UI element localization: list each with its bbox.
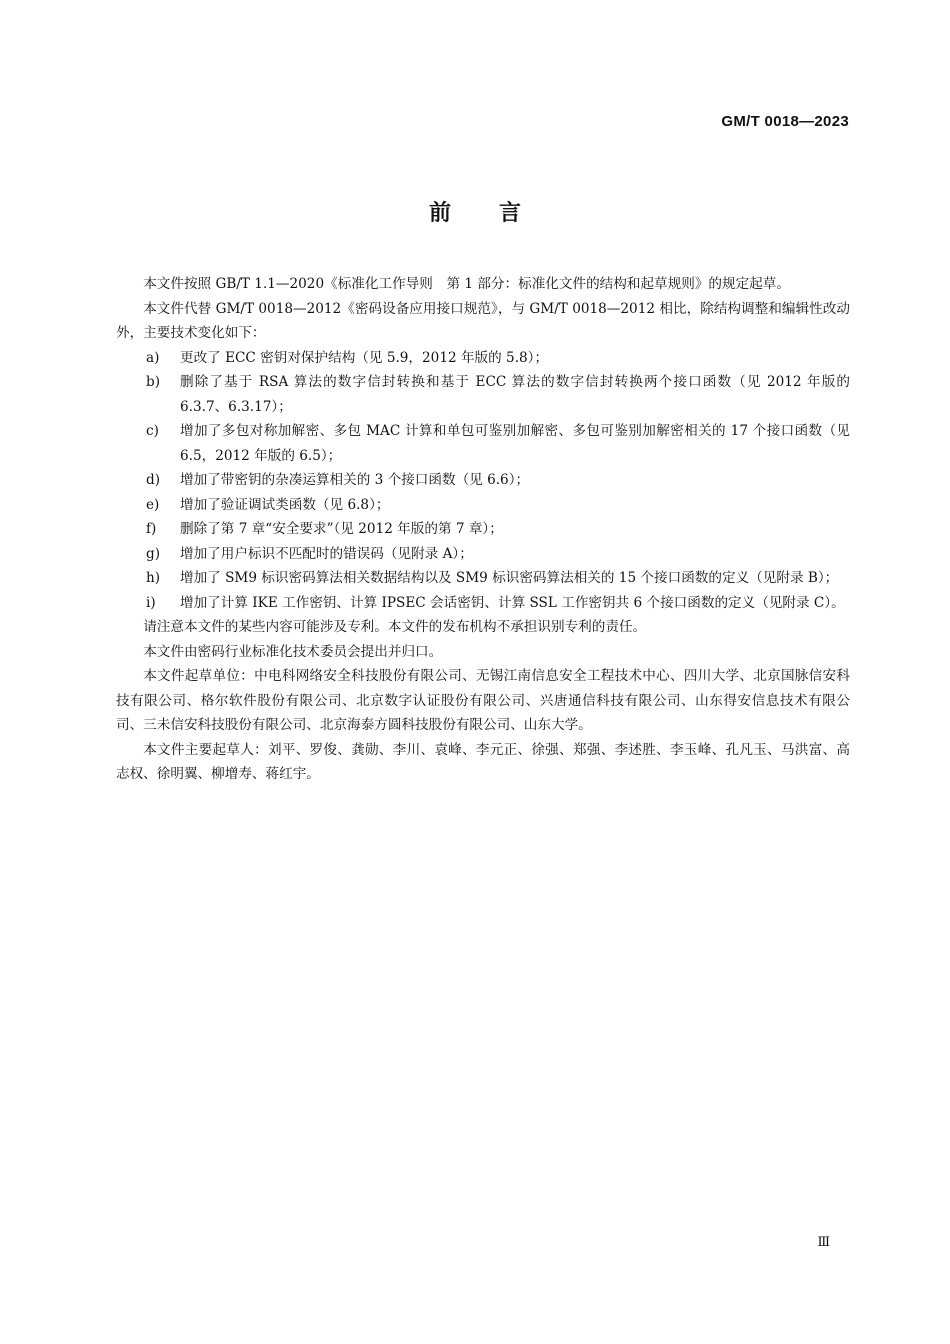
paragraph-proposer: 本文件由密码行业标准化技术委员会提出并归口。 <box>143 643 443 660</box>
list-item-text: 增加了计算 IKE 工作密钥、计算 IPSEC 会话密钥、计算 SSL 工作密钥共 6 个接口函数的定义（见附录 C）。 <box>180 594 845 611</box>
changes-list <box>116 346 850 616</box>
list-item <box>116 542 850 567</box>
list-item-label: g) <box>146 545 161 562</box>
paragraph-patent-notice: 请注意本文件的某些内容可能涉及专利。本文件的发布机构不承担识别专利的责任。 <box>143 619 647 635</box>
list-item-label: b) <box>146 374 161 390</box>
document-body <box>116 272 850 787</box>
list-item <box>116 346 850 371</box>
list-item-text: 更改了 ECC 密钥对保护结构（见 5.9，2012 年版的 5.8）； <box>180 349 549 366</box>
list-item-label: e) <box>146 496 160 513</box>
list-item-label: c) <box>146 423 159 439</box>
list-item-text: 增加了 SM9 标识密码算法相关数据结构以及 SM9 标识密码算法相关的 15 个接口函数的定义（见附录 B）； <box>180 570 839 586</box>
standard-number: GM/T 0018—2023 <box>721 113 849 130</box>
list-item-text: 增加了验证调试类函数（见 6.8）； <box>180 496 390 513</box>
page-number: Ⅲ <box>817 1235 830 1250</box>
paragraph-drafting-units: 本文件起草单位：中电科网络安全科技股份有限公司、无锡江南信息安全工程技术中心、四川大学、北京国脉信安科技有限公司、格尔软件股份有限公司、北京数字认证股份有限公司、兴唐通信科技有限公司、山东得安信息技术有限公司、三未信安科技股份有限公司、北京海泰方圆科技股份有限公司、山东大学。 <box>116 668 850 733</box>
list-item-label: a) <box>146 349 160 366</box>
list-item-text: 删除了基于 RSA 算法的数字信封转换和基于 ECC 算法的数字信封转换两个接口函数（见 2012 年版的 6.3.7、6.3.17）； <box>180 374 850 415</box>
list-item-text: 增加了带密钥的杂凑运算相关的 3 个接口函数（见 6.6）； <box>180 472 530 488</box>
list-item <box>116 468 850 493</box>
list-item-label: i) <box>146 594 156 611</box>
list-item <box>116 566 850 591</box>
list-item <box>116 419 850 468</box>
list-item <box>116 591 850 616</box>
list-item <box>116 517 850 542</box>
paragraph-drafters: 本文件主要起草人：刘平、罗俊、龚勋、李川、袁峰、李元正、徐强、郑强、李述胜、李玉峰、孔凡玉、马洪富、高志权、徐明翼、柳增寿、蒋红宇。 <box>116 741 850 782</box>
list-item <box>116 493 850 518</box>
list-item-text: 删除了第 7 章“安全要求”（见 2012 年版的第 7 章）； <box>180 521 503 537</box>
list-item-label: h) <box>146 570 161 586</box>
paragraph-replacement: 本文件代替 GM/T 0018—2012《密码设备应用接口规范》，与 GM/T 0018—2012 相比，除结构调整和编辑性改动外，主要技术变化如下： <box>116 300 850 341</box>
list-item <box>116 370 850 419</box>
list-item-label: f) <box>146 521 157 537</box>
list-item-text: 增加了多包对称加解密、多包 MAC 计算和单包可鉴别加解密、多包可鉴别加解密相关的 17 个接口函数（见 6.5，2012 年版的 6.5）； <box>180 423 850 464</box>
page-title: 前言 <box>428 201 569 226</box>
list-item-label: d) <box>146 472 161 488</box>
paragraph-drafting-rules: 本文件按照 GB/T 1.1—2020《标准化工作导则 第 1 部分：标准化文件的结构和起草规则》的规定起草。 <box>143 276 790 292</box>
list-item-text: 增加了用户标识不匹配时的错误码（见附录 A）； <box>180 545 473 562</box>
